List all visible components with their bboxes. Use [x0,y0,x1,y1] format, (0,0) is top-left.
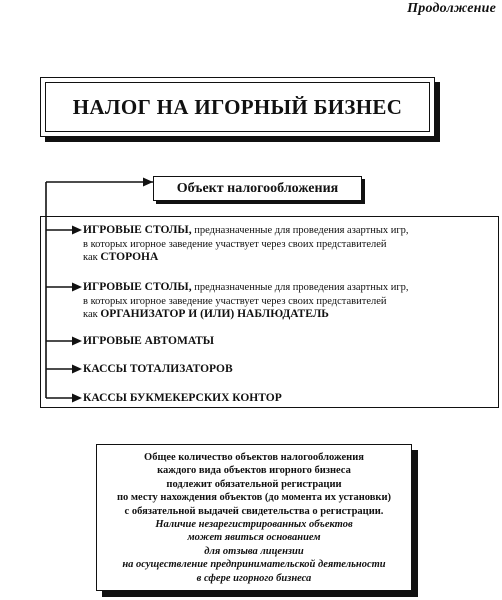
item-text: в которых игорное заведение участвует через своих представителей [83,238,387,250]
item-text: как [83,252,101,264]
object-item-gaming-tables-organizer [83,281,409,322]
object-item-totalizator-cashdesks [83,363,233,377]
continued-label: Продолжение [407,1,496,16]
registration-note-box [96,444,412,591]
note-italic-line: для отзыва лицензии [204,545,304,557]
object-item-gaming-tables-side [83,224,409,265]
item-text: как [83,309,101,321]
item-emphasis: ОРГАНИЗАТОР И (ИЛИ) НАБЛЮДАТЕЛЬ [100,308,329,321]
item-text: предназначенные для проведения азартных игр, [191,225,409,236]
note-italic-line: на осуществление предпринимательской деятельности [122,559,386,571]
object-item-bookmaker-cashdesks [83,392,282,406]
note-line: подлежит обязательной регистрации [166,478,342,490]
item-text: в которых игорное заведение участвует через своих представителей [83,295,387,307]
item-title: КАССЫ БУКМЕКЕРСКИХ КОНТОР [83,392,282,404]
note-italic-line: в сфере игорного бизнеса [196,572,312,584]
note-italic-line: может явиться основанием [187,532,321,544]
item-title: ИГРОВЫЕ АВТОМАТЫ [83,335,215,347]
note-line: с обязательной выдачей свидетельства о регистрации. [124,505,384,517]
page-title: НАЛОГ НА ИГОРНЫЙ БИЗНЕС [72,94,403,119]
object-of-taxation-box: Объект налогообложения [153,176,362,201]
item-text: предназначенные для проведения азартных игр, [191,282,409,293]
note-line: Общее количество объектов налогообложения [144,452,364,463]
item-title: ИГРОВЫЕ СТОЛЫ, [83,281,192,293]
note-line: по месту нахождения объектов (до момента их установки) [116,492,392,504]
object-item-slot-machines [83,335,214,349]
item-title: КАССЫ ТОТАЛИЗАТОРОВ [83,363,233,375]
note-italic-line: Наличие незарегистрированных объектов [155,519,353,531]
item-title: ИГРОВЫЕ СТОЛЫ, [83,224,192,236]
note-line: каждого вида объектов игорного бизнеса [157,465,351,477]
arrow-right-icon [143,178,153,187]
item-emphasis: СТОРОНА [100,251,159,264]
